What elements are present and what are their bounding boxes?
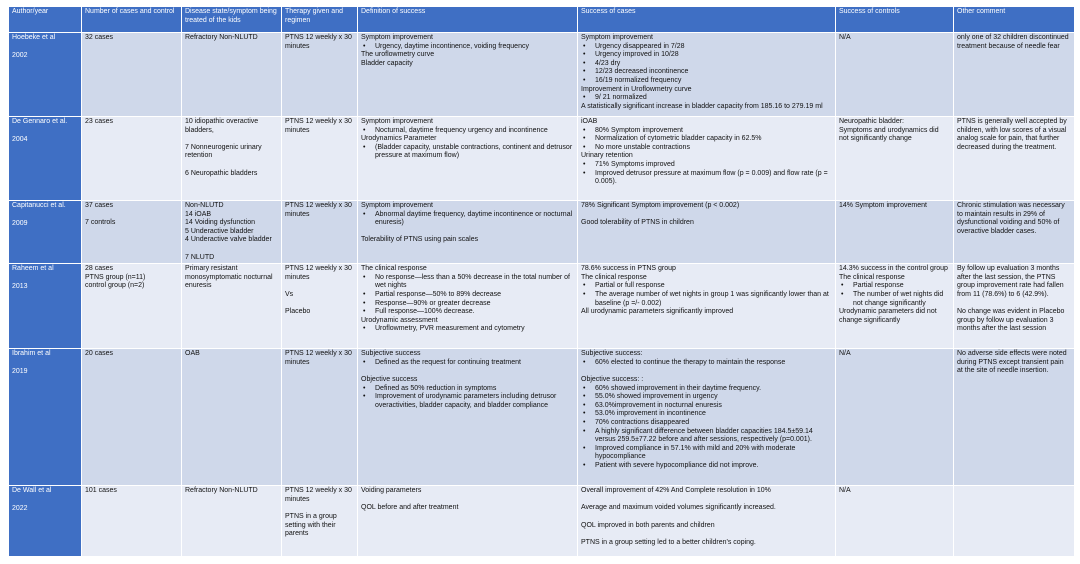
- bullet-item: • Defined as the request for continuing treatment: [361, 359, 574, 368]
- text-line: N/A: [839, 350, 851, 358]
- cell-author-year: [9, 264, 82, 349]
- cell-success-controls: [836, 486, 954, 557]
- text-line: 37 cases: [85, 202, 114, 209]
- text-line: Refractory Non-NLUTD: [185, 34, 258, 41]
- cell-therapy: [282, 264, 358, 349]
- cell-author-year: [9, 349, 82, 486]
- text-line: PTNS 12 weekly x 30 minutes: [285, 34, 352, 50]
- text-line: PTNS 12 weekly x 30 minutes: [285, 202, 352, 218]
- spacer: [581, 513, 832, 522]
- author-name: De Wall et al: [12, 487, 52, 495]
- text-line: OAB: [185, 350, 200, 358]
- cell-cases: [82, 486, 182, 557]
- header-other-comment: Other comment: [954, 7, 1075, 33]
- bullet-item: • The average number of wet nights in group 1 was significantly lower than at baseline (p =/- 0.002): [581, 291, 832, 308]
- cell-therapy: [282, 117, 358, 201]
- text-line: QOL improved in both parents and children: [581, 521, 715, 529]
- text-line: Symptom improvement: [361, 118, 433, 125]
- table-body: [9, 33, 1075, 557]
- cell-definition: [358, 201, 578, 264]
- text-line: 7 NLUTD: [185, 253, 215, 261]
- bullet-item: • Improvement of urodynamic parameters including detrusor overactivities, bladder capacity, and bladder compliance: [361, 393, 574, 410]
- bullet-item: • Partial response: [839, 282, 950, 291]
- text-line: Subjective success:: [581, 350, 643, 358]
- text-line: control group (n=2): [85, 282, 145, 290]
- text-line: Refractory Non-NLUTD: [185, 487, 258, 495]
- spacer: [285, 504, 354, 513]
- text-line: N/A: [839, 34, 851, 41]
- text-line: Objective success: :: [581, 375, 644, 383]
- cell-comment: [954, 201, 1075, 264]
- bullet-item: • 60% elected to continue the therapy to maintain the response: [581, 359, 832, 368]
- bullet-item: • (Bladder capacity, unstable contractions, continent and detrusor pressure at maximum flow): [361, 144, 574, 161]
- text-line: Improvement in Uroflowmetry curve: [581, 85, 692, 93]
- cell-cases: [82, 117, 182, 201]
- bullet-item: • 16/19 normalized frequency: [581, 77, 832, 86]
- spacer: [185, 161, 278, 170]
- study-year: 2004: [12, 135, 28, 143]
- study-table-container: [8, 6, 1074, 558]
- author-name: Ibrahim et al: [12, 350, 51, 358]
- bullet-item: • 63.0%improvement in nocturnal enuresis: [581, 402, 832, 411]
- cell-definition: [358, 486, 578, 557]
- cell-definition: [358, 117, 578, 201]
- text-line: 14 Voiding dysfunction: [185, 219, 256, 227]
- author-name: Raheem et al: [12, 265, 54, 273]
- text-line: The uroflowmetry curve: [361, 51, 435, 59]
- cell-therapy: [282, 201, 358, 264]
- bullet-item: • 80% Symptom improvement: [581, 127, 832, 136]
- text-line: Average and maximum voided volumes significantly increased.: [581, 504, 776, 512]
- spacer: [581, 367, 832, 376]
- spacer: [957, 300, 1071, 309]
- text-line: Voiding parameters: [361, 487, 422, 495]
- text-line: Subjective success: [361, 350, 421, 358]
- spacer: [285, 300, 354, 309]
- author-name: Hoebeke et al: [12, 34, 56, 41]
- text-line: Symptom improvement: [361, 202, 433, 209]
- text-line: Symptom improvement: [361, 34, 433, 41]
- cell-success-controls: [836, 33, 954, 117]
- text-line: PTNS 12 weekly x 30 minutes: [285, 265, 352, 281]
- bullet-item: • 4/23 dry: [581, 60, 832, 69]
- text-line: All urodynamic parameters significantly improved: [581, 308, 734, 316]
- spacer: [581, 211, 832, 220]
- text-line: PTNS group (n=11): [85, 273, 146, 281]
- header-success-of-controls: Success of controls: [836, 7, 954, 33]
- header-therapy: Therapy given and regimen: [282, 7, 358, 33]
- bullet-item: • No more unstable contractions: [581, 144, 832, 153]
- bullet-item: • Urgency improved in 10/28: [581, 51, 832, 60]
- text-line: PTNS in a group setting with their parents: [285, 512, 337, 538]
- cell-disease: [182, 486, 282, 557]
- text-line: Placebo: [285, 308, 311, 316]
- spacer: [581, 530, 832, 539]
- text-line: PTNS 12 weekly x 30 minutes: [285, 487, 352, 503]
- text-line: No adverse side effects were noted during PTNS except transient pain at the site of needle insertion.: [957, 350, 1067, 375]
- cell-comment: [954, 264, 1075, 349]
- cell-author-year: [9, 117, 82, 201]
- cell-disease: [182, 117, 282, 201]
- bullet-item: • Full response—100% decrease.: [361, 308, 574, 317]
- spacer: [185, 135, 278, 144]
- cell-disease: [182, 201, 282, 264]
- text-line: By follow up evaluation 3 months after the last session, the PTNS group improvement rate had fallen from 11 (78.6%) to 6 (42.9%).: [957, 265, 1064, 298]
- text-line: Overall improvement of 42% And Complete resolution in 10%: [581, 487, 771, 495]
- text-line: Good tolerability of PTNS in children: [581, 219, 694, 227]
- text-line: Chronic stimulation was necessary to maintain results in 29% of dysfunctional voiding and 50% of overactive bladder cases.: [957, 202, 1065, 235]
- bullet-item: • The number of wet nights did not change significantly: [839, 291, 950, 308]
- cell-definition: [358, 264, 578, 349]
- text-line: Symptoms and urodynamics did not significantly change: [839, 126, 939, 143]
- study-year: 2022: [12, 504, 28, 512]
- text-line: Objective success: [361, 375, 418, 383]
- bullet-item: • 53.0% improvement in incontinence: [581, 410, 832, 419]
- text-line: Vs: [285, 290, 294, 298]
- study-year: 2019: [12, 367, 28, 375]
- header-success-of-cases: Success of cases: [578, 7, 836, 33]
- text-line: 10 idiopathic overactive bladders,: [185, 118, 259, 134]
- study-comparison-table: [8, 6, 1075, 557]
- bullet-item: • Partial or full response: [581, 282, 832, 291]
- text-line: Urodynamic parameters did not change significantly: [839, 308, 937, 324]
- text-line: 32 cases: [85, 34, 114, 41]
- text-line: 28 cases: [85, 265, 114, 273]
- bullet-item: • Response—90% or greater decrease: [361, 300, 574, 309]
- text-line: The clinical response: [361, 265, 427, 273]
- bullet-item: • Improved compliance in 57.1% with mild and 20% with moderate hypocompliance: [581, 445, 832, 462]
- text-line: 14% Symptom improvement: [839, 202, 927, 209]
- spacer: [581, 496, 832, 505]
- text-line: 6 Neuropathic bladders: [185, 169, 258, 177]
- table-row: [9, 117, 1075, 201]
- spacer: [185, 245, 278, 254]
- cell-definition: [358, 33, 578, 117]
- cell-success-controls: [836, 349, 954, 486]
- bullet-item: • Partial response—50% to 89% decrease: [361, 291, 574, 300]
- cell-comment: [954, 33, 1075, 117]
- text-line: Symptom improvement: [581, 34, 653, 41]
- text-line: 14.3% success in the control group: [839, 265, 948, 273]
- cell-success-cases: [578, 117, 836, 201]
- text-line: 23 cases: [85, 118, 114, 125]
- bullet-item: • Defined as 50% reduction in symptoms: [361, 385, 574, 394]
- bullet-item: • Urgency, daytime incontinence, voiding frequency: [361, 43, 574, 52]
- text-line: N/A: [839, 487, 851, 495]
- bullet-item: • 9/ 21 normalized: [581, 94, 832, 103]
- cell-disease: [182, 264, 282, 349]
- cell-comment: [954, 117, 1075, 201]
- cell-success-cases: [578, 33, 836, 117]
- text-line: No change was evident in Placebo group by follow up evaluation 3 months after the last session: [957, 308, 1065, 333]
- bullet-item: • Uroflowmetry, PVR measurement and cytometry: [361, 325, 574, 334]
- text-line: PTNS in a group setting led to a better children's coping.: [581, 538, 756, 546]
- cell-cases: [82, 264, 182, 349]
- header-row: [9, 7, 1075, 33]
- spacer: [361, 228, 574, 237]
- bullet-item: • 70% contractions disappeared: [581, 419, 832, 428]
- cell-comment: [954, 486, 1075, 557]
- text-line: Bladder capacity: [361, 59, 413, 67]
- text-line: 101 cases: [85, 487, 117, 495]
- cell-therapy: [282, 349, 358, 486]
- text-line: iOAB: [581, 118, 598, 125]
- cell-therapy: [282, 33, 358, 117]
- author-name: De Gennaro et al.: [12, 118, 68, 125]
- table-row: [9, 33, 1075, 117]
- bullet-item: • Nocturnal, daytime frequency urgency and incontinence: [361, 127, 574, 136]
- spacer: [361, 496, 574, 505]
- table-row: [9, 349, 1075, 486]
- cell-author-year: [9, 486, 82, 557]
- spacer: [85, 211, 178, 220]
- text-line: Tolerability of PTNS using pain scales: [361, 236, 479, 244]
- cell-author-year: [9, 33, 82, 117]
- spacer: [285, 282, 354, 291]
- study-year: 2009: [12, 219, 28, 227]
- text-line: PTNS 12 weekly x 30 minutes: [285, 350, 352, 366]
- cell-cases: [82, 33, 182, 117]
- cell-success-controls: [836, 201, 954, 264]
- bullet-item: • No response—less than a 50% decrease in the total number of wet nights: [361, 274, 574, 291]
- cell-success-controls: [836, 117, 954, 201]
- header-number-of-cases: Number of cases and control: [82, 7, 182, 33]
- author-name: Capitanucci et al.: [12, 202, 66, 209]
- cell-success-cases: [578, 201, 836, 264]
- text-line: 20 cases: [85, 350, 114, 358]
- cell-disease: [182, 33, 282, 117]
- text-line: QOL before and after treatment: [361, 504, 459, 512]
- text-line: The clinical response: [581, 273, 647, 281]
- text-line: 78% Significant Symptom improvement (p < 0.002): [581, 202, 740, 209]
- text-line: 7 controls: [85, 219, 116, 227]
- study-year: 2002: [12, 51, 28, 59]
- text-line: PTNS 12 weekly x 30 minutes: [285, 118, 352, 134]
- header-disease-state: Disease state/symptom being treated of the kids: [182, 7, 282, 33]
- text-line: 78.6% success in PTNS group: [581, 265, 676, 273]
- bullet-item: • Abnormal daytime frequency, daytime incontinence or nocturnal enuresis): [361, 211, 574, 228]
- table-row: [9, 201, 1075, 264]
- table-row: [9, 486, 1075, 557]
- bullet-item: • Normalization of cytometric bladder capacity in 62.5%: [581, 135, 832, 144]
- cell-success-cases: [578, 486, 836, 557]
- text-line: only one of 32 children discontinued treatment because of needle fear: [957, 34, 1069, 50]
- cell-author-year: [9, 201, 82, 264]
- text-line: 5 Underactive bladder: [185, 227, 254, 235]
- bullet-item: • A highly significant difference between bladder capacities 184.5±59.14 versus 259.5±77.22 before and after sessions, respectively (p=0.001).: [581, 428, 832, 445]
- bullet-item: • Urgency disappeared in 7/28: [581, 43, 832, 52]
- bullet-item: • 60% showed improvement in their daytime frequency.: [581, 385, 832, 394]
- header-author-year: Author/year: [9, 7, 82, 33]
- text-line: The clinical response: [839, 273, 905, 281]
- cell-therapy: [282, 486, 358, 557]
- spacer: [361, 367, 574, 376]
- cell-cases: [82, 201, 182, 264]
- study-year: 2013: [12, 282, 28, 290]
- text-line: 4 Underactive valve bladder: [185, 236, 272, 244]
- bullet-item: • 71% Symptoms improved: [581, 161, 832, 170]
- bullet-item: • 55.0% showed improvement in urgency: [581, 393, 832, 402]
- text-line: Urinary retention: [581, 152, 633, 160]
- text-line: 14 iOAB: [185, 210, 212, 218]
- bullet-item: • 12/23 decreased incontinence: [581, 68, 832, 77]
- text-line: Urodynamics Parameter: [361, 135, 437, 143]
- cell-success-controls: [836, 264, 954, 349]
- cell-success-cases: [578, 349, 836, 486]
- cell-comment: [954, 349, 1075, 486]
- text-line: PTNS is generally well accepted by children, with low scores of a visual analog scale for pain, that further decreased during the treatment.: [957, 118, 1067, 151]
- text-line: Non-NLUTD: [185, 202, 224, 209]
- text-line: 7 Nonneurogenic urinary retention: [185, 143, 262, 160]
- text-line: Neuropathic bladder:: [839, 118, 904, 125]
- bullet-item: • Improved detrusor pressure at maximum flow (p = 0.009) and flow rate (p = 0.005).: [581, 170, 832, 187]
- cell-disease: [182, 349, 282, 486]
- header-definition-of-success: Definition of success: [358, 7, 578, 33]
- text-line: Primary resistant monosymptomatic nocturnal enuresis: [185, 265, 273, 290]
- cell-definition: [358, 349, 578, 486]
- cell-cases: [82, 349, 182, 486]
- cell-success-cases: [578, 264, 836, 349]
- text-line: Urodynamic assessment: [361, 316, 438, 324]
- table-row: [9, 264, 1075, 349]
- bullet-item: • Patient with severe hypocompliance did not improve.: [581, 462, 832, 471]
- text-line: A statistically significant increase in bladder capacity from 185.16 to 279.19 ml: [581, 102, 823, 110]
